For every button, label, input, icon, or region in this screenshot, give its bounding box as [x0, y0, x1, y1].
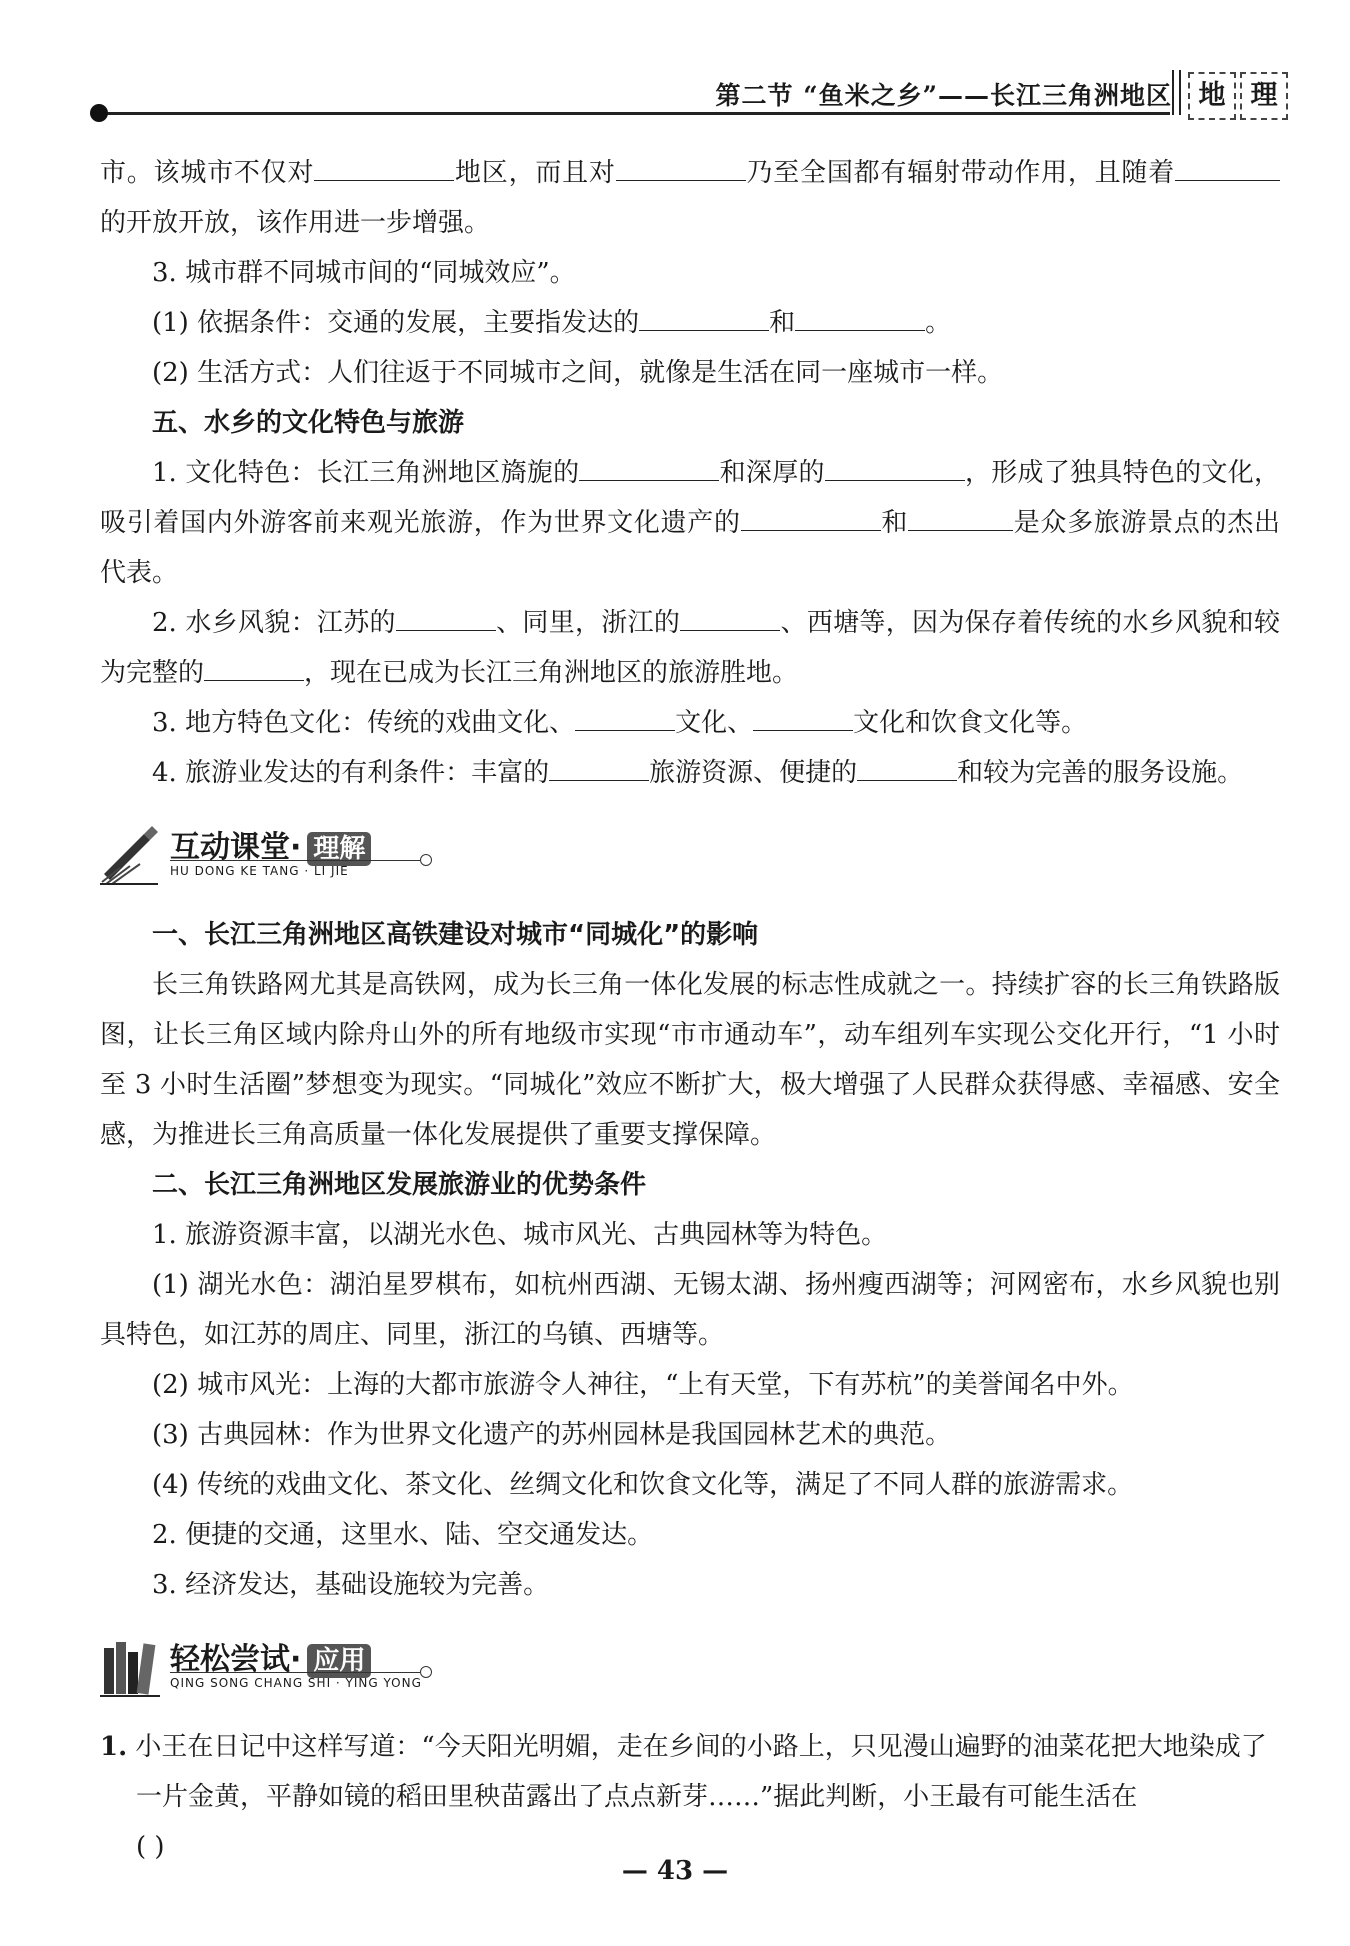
fill-blank[interactable]	[639, 306, 769, 331]
tourism-item-3: 3. 经济发达，基础设施较为完善。	[152, 1570, 550, 1600]
fill-blank[interactable]	[549, 756, 649, 781]
tourism-item-1-4: (4) 传统的戏曲文化、茶文化、丝绸文化和饮食文化等，满足了不同人群的旅游需求。	[152, 1470, 1134, 1500]
fill-blank[interactable]	[575, 706, 675, 731]
header-rule	[100, 112, 1170, 115]
heading-water-town-culture: 五、水乡的文化特色与旅游	[152, 408, 465, 438]
banner-pinyin: QING SONG CHANG SHI · YING YONG	[170, 1676, 422, 1690]
books-icon	[100, 1634, 162, 1698]
fill-blank[interactable]	[1175, 156, 1280, 181]
section-title: 第二节 “鱼米之乡”——长江三角洲地区	[715, 81, 1172, 110]
fill-blank[interactable]	[825, 456, 965, 481]
item-3-2: (2) 生活方式：人们往返于不同城市之间，就像是生活在同一座城市一样。	[152, 358, 1004, 388]
banner-underline	[170, 860, 420, 861]
culture-item-2: 2. 水乡风貌：江苏的 、同里，浙江的 、西塘等，因为保存着传统的水乡风貌和较为完整的 ，现在已成为长江三角洲地区的旅游胜地。	[100, 608, 1280, 688]
culture-item-1: 1. 文化特色：长江三角洲地区旖旎的 和深厚的 ，形成了独具特色的文化，吸引着国内外游客前来观光旅游，作为世界文化遗产的 和 是众多旅游景点的杰出代表。	[100, 458, 1280, 588]
header-rule-dot	[90, 104, 108, 122]
banner-tag: 理解	[307, 832, 371, 866]
tourism-item-1-2: (2) 城市风光：上海的大都市旅游令人神往，“上有天堂，下有苏杭”的美誉闻名中外。	[152, 1370, 1134, 1400]
heading-tourism-advantages: 二、长江三角洲地区发展旅游业的优势条件	[152, 1170, 647, 1200]
page-content	[100, 148, 1280, 1872]
item-3: 3. 城市群不同城市间的“同城效应”。	[152, 258, 576, 288]
banner-interactive-class	[100, 818, 1280, 896]
page-number: — 43 —	[621, 1856, 729, 1886]
fill-blank[interactable]	[204, 656, 304, 681]
question-number: 1.	[100, 1732, 128, 1762]
fill-blank[interactable]	[396, 606, 496, 631]
item-3-1: (1) 依据条件：交通的发展，主要指发达的 和 。	[152, 308, 952, 338]
paragraph-city-influence: 市。该城市不仅对 地区，而且对 乃至全国都有辐射带动作用，且随着的开放开放，该作用进一步增强。	[100, 148, 1280, 248]
fill-blank[interactable]	[680, 606, 780, 631]
tourism-item-1-1: (1) 湖光水色：湖泊星罗棋布，如杭州西湖、无锡太湖、扬州瘦西湖等；河网密布，水乡风貌也别具特色，如江苏的周庄、同里，浙江的乌镇、西塘等。	[100, 1270, 1280, 1350]
fill-blank[interactable]	[908, 506, 1013, 531]
banner-title: 互动课堂· 理解	[170, 822, 371, 866]
banner-ring	[420, 854, 432, 866]
paragraph-rail: 长三角铁路网尤其是高铁网，成为长三角一体化发展的标志性成就之一。持续扩容的长三角铁路版图，让长三角区域内除舟山外的所有地级市实现“市市通动车”，动车组列车实现公交化开行，“1 小时至 3 小时生活圈”梦想变为现实。“同城化”效应不断扩大，极大增强了人民群众获得感、幸福感、安全感，为推进长三角高质量一体化发展提供了重要支撑保障。	[100, 970, 1280, 1150]
fill-blank[interactable]	[857, 756, 957, 781]
banner-easy-try	[100, 1630, 1280, 1708]
tourism-item-1: 1. 旅游资源丰富，以湖光水色、城市风光、古典园林等为特色。	[152, 1220, 888, 1250]
banner-tag: 应用	[307, 1644, 371, 1678]
fill-blank[interactable]	[753, 706, 853, 731]
fill-blank[interactable]	[616, 156, 746, 181]
fill-blank[interactable]	[579, 456, 719, 481]
question-1	[100, 1722, 1280, 1872]
banner-title: 轻松尝试· 应用	[170, 1634, 371, 1678]
header-divider	[1172, 70, 1181, 115]
subject-label-1: 地	[1188, 72, 1236, 120]
banner-underline	[170, 1672, 420, 1673]
page-header	[0, 0, 1350, 130]
subject-label-2: 理	[1240, 72, 1288, 120]
fill-blank[interactable]	[741, 506, 881, 531]
heading-high-speed-rail: 一、长江三角洲地区高铁建设对城市“同城化”的影响	[152, 920, 759, 950]
answer-parenthesis[interactable]: ( )	[136, 1832, 165, 1862]
tourism-item-2: 2. 便捷的交通，这里水、陆、空交通发达。	[152, 1520, 654, 1550]
pen-writing-icon	[100, 822, 162, 886]
culture-item-3: 3. 地方特色文化：传统的戏曲文化、 文化、 文化和饮食文化等。	[152, 708, 1088, 738]
culture-item-4: 4. 旅游业发达的有利条件：丰富的 旅游资源、便捷的 和较为完善的服务设施。	[152, 758, 1244, 788]
fill-blank[interactable]	[795, 306, 925, 331]
question-text: 小王在日记中这样写道：“今天阳光明媚，走在乡间的小路上，只见漫山遍野的油菜花把大地染成了一片金黄，平静如镜的稻田里秧苗露出了点点新芽……”据此判断，小王最有可能生活在	[135, 1732, 1267, 1812]
fill-blank[interactable]	[314, 156, 454, 181]
banner-pinyin: HU DONG KE TANG · LI JIE	[170, 864, 349, 878]
tourism-item-1-3: (3) 古典园林：作为世界文化遗产的苏州园林是我国园林艺术的典范。	[152, 1420, 952, 1450]
